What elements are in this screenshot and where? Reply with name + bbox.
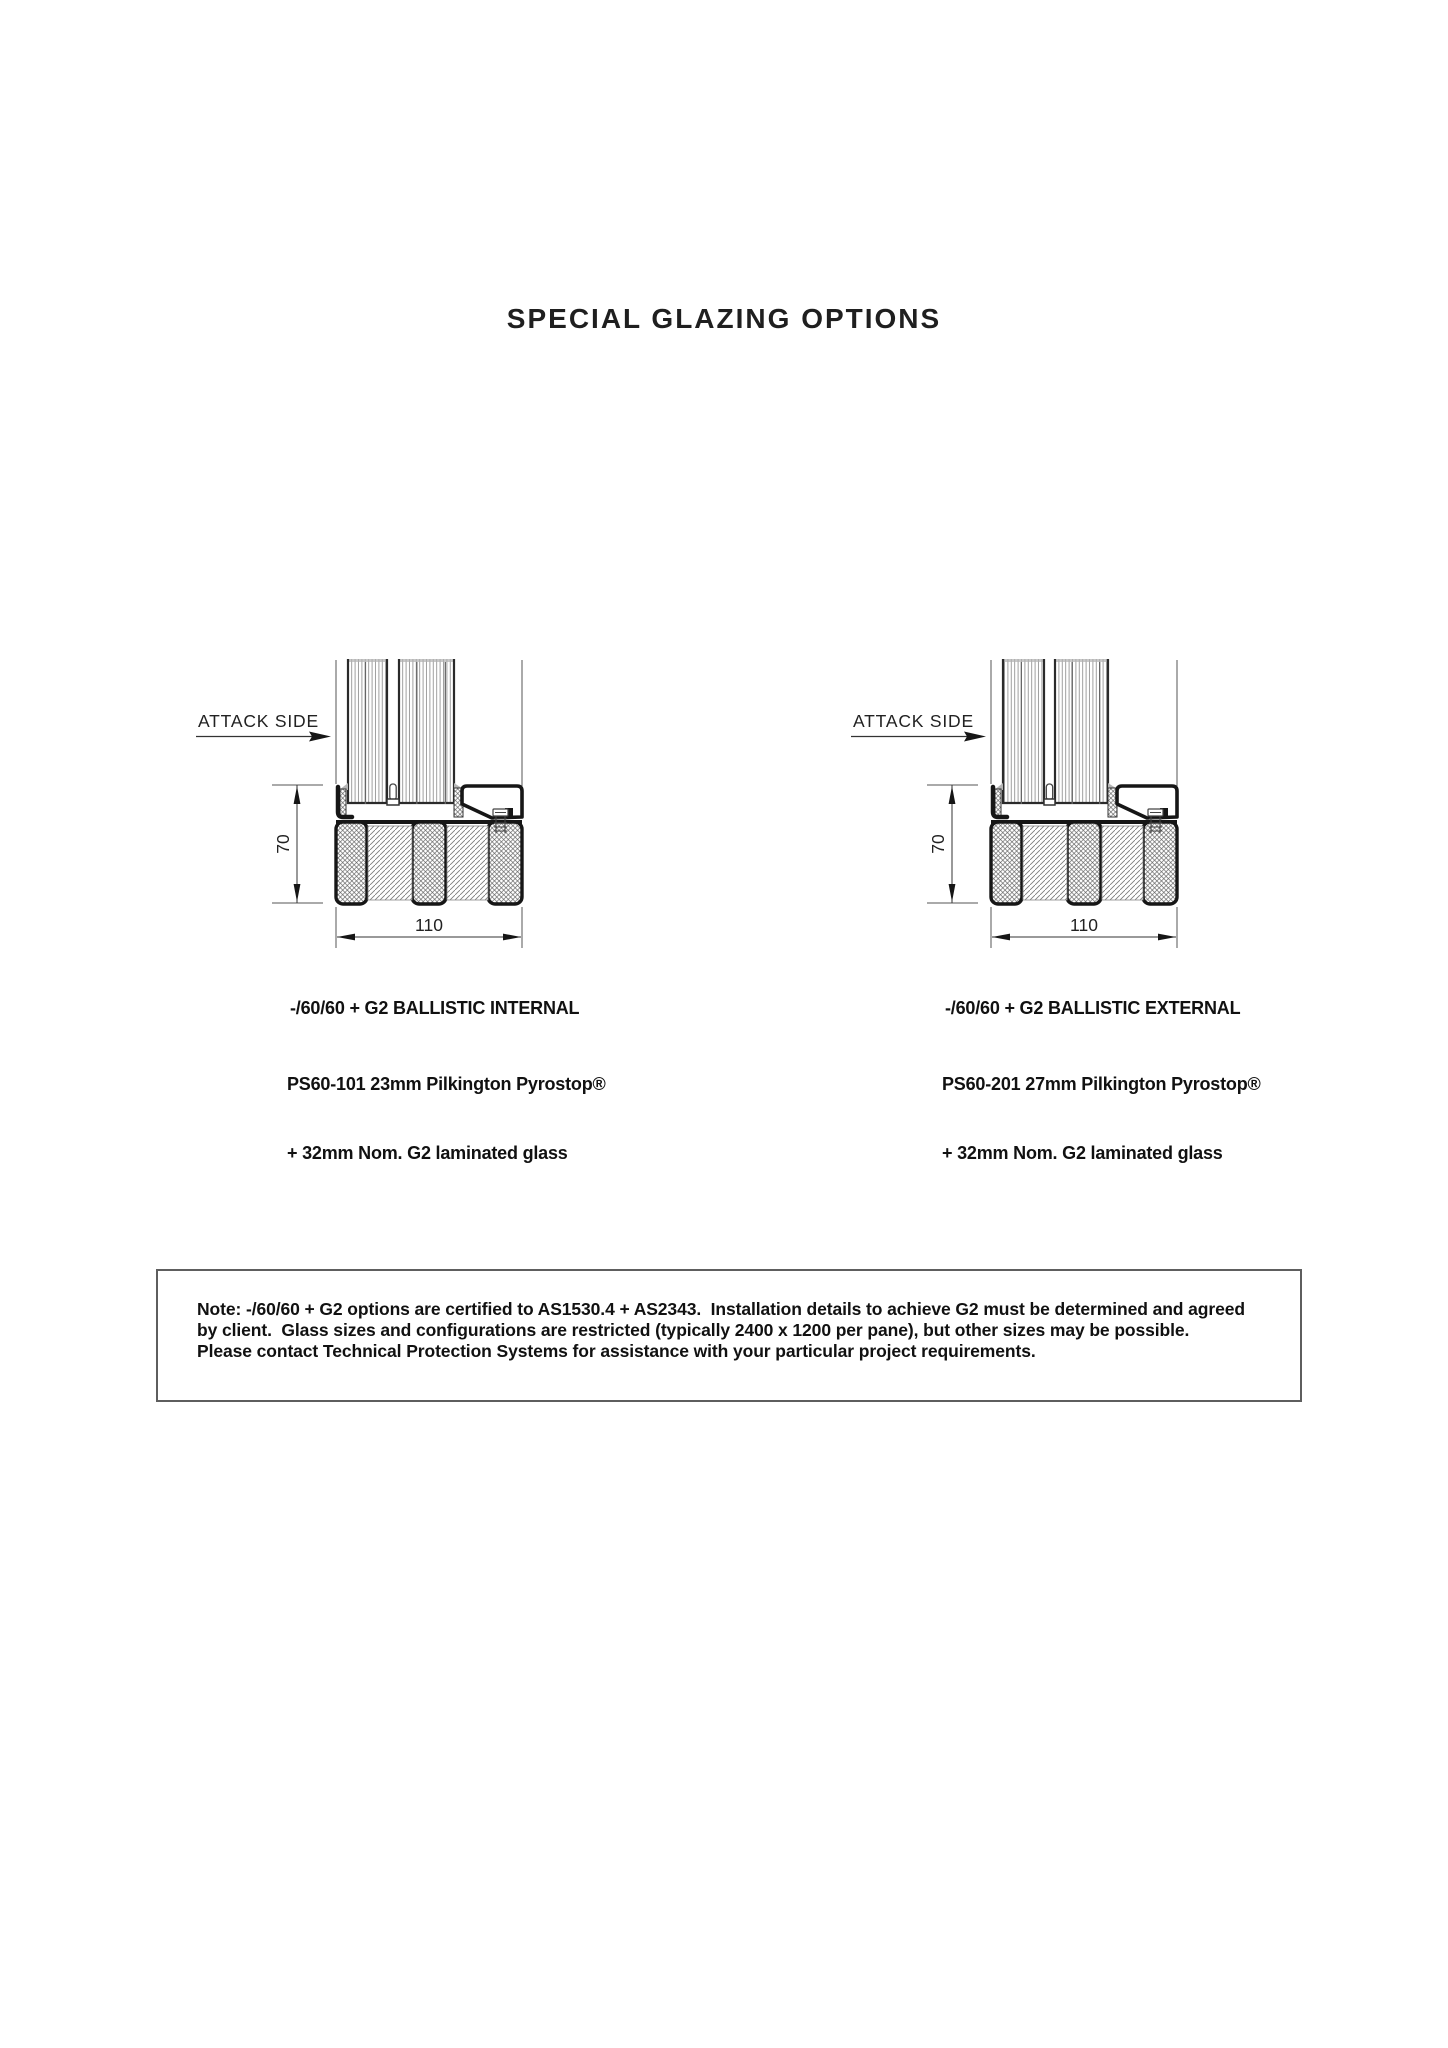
glass-panes xyxy=(1002,659,1109,805)
detail-drawing-internal xyxy=(196,659,522,948)
note-box xyxy=(156,1269,1302,1402)
insulation-hatch xyxy=(447,826,488,900)
frame-tube xyxy=(336,822,367,904)
frame-tube xyxy=(991,822,1022,904)
attack-side-label: ATTACK SIDE xyxy=(853,711,974,731)
dimension-width xyxy=(336,908,522,948)
spec-line: PS60-201 27mm Pilkington Pyrostop® xyxy=(942,1074,1261,1094)
attack-side-arrow xyxy=(851,711,986,742)
width-dimension-label: 110 xyxy=(1070,915,1098,935)
frame-tube xyxy=(1143,822,1177,904)
note-line: by client. Glass sizes and configurations are restricted (typically 2400 x 1200 per pane), but other sizes may be possible. xyxy=(197,1320,1190,1340)
frame-tube xyxy=(1067,822,1101,904)
drawing-heading-internal: -/60/60 + G2 BALLISTIC INTERNAL xyxy=(290,998,580,1018)
attack-side-arrow xyxy=(196,711,331,742)
dimension-height xyxy=(273,785,300,903)
glass-panes xyxy=(347,659,455,805)
dimension-width xyxy=(991,908,1177,948)
spec-line: PS60-101 23mm Pilkington Pyrostop® xyxy=(287,1074,606,1094)
detail-drawing-external xyxy=(851,659,1177,948)
glazing-bead xyxy=(1117,786,1177,818)
drawing-spec-internal xyxy=(287,1027,606,1211)
spec-line: + 32mm Nom. G2 laminated glass xyxy=(942,1143,1223,1163)
spec-line: + 32mm Nom. G2 laminated glass xyxy=(287,1143,568,1163)
note-line: Please contact Technical Protection Systems for assistance with your particular project requirements. xyxy=(197,1341,1036,1361)
drawing-heading-external: -/60/60 + G2 BALLISTIC EXTERNAL xyxy=(945,998,1241,1018)
frame-tube xyxy=(488,822,522,904)
width-dimension-label: 110 xyxy=(415,915,443,935)
page-title: SPECIAL GLAZING OPTIONS xyxy=(506,303,942,334)
insulation-hatch xyxy=(368,826,412,900)
attack-side-label: ATTACK SIDE xyxy=(198,711,319,731)
insulation-hatch xyxy=(1102,826,1143,900)
frame-tube xyxy=(412,822,446,904)
height-dimension-label: 70 xyxy=(928,834,948,854)
drawing-spec-external xyxy=(942,1027,1261,1211)
glazing-bead xyxy=(462,786,522,818)
note-line: Note: -/60/60 + G2 options are certified to AS1530.4 + AS2343. Installation details to achieve G2 must be determined and agreed xyxy=(197,1299,1245,1319)
dimension-height xyxy=(928,785,955,903)
insulation-hatch xyxy=(1023,826,1067,900)
height-dimension-label: 70 xyxy=(273,834,293,854)
